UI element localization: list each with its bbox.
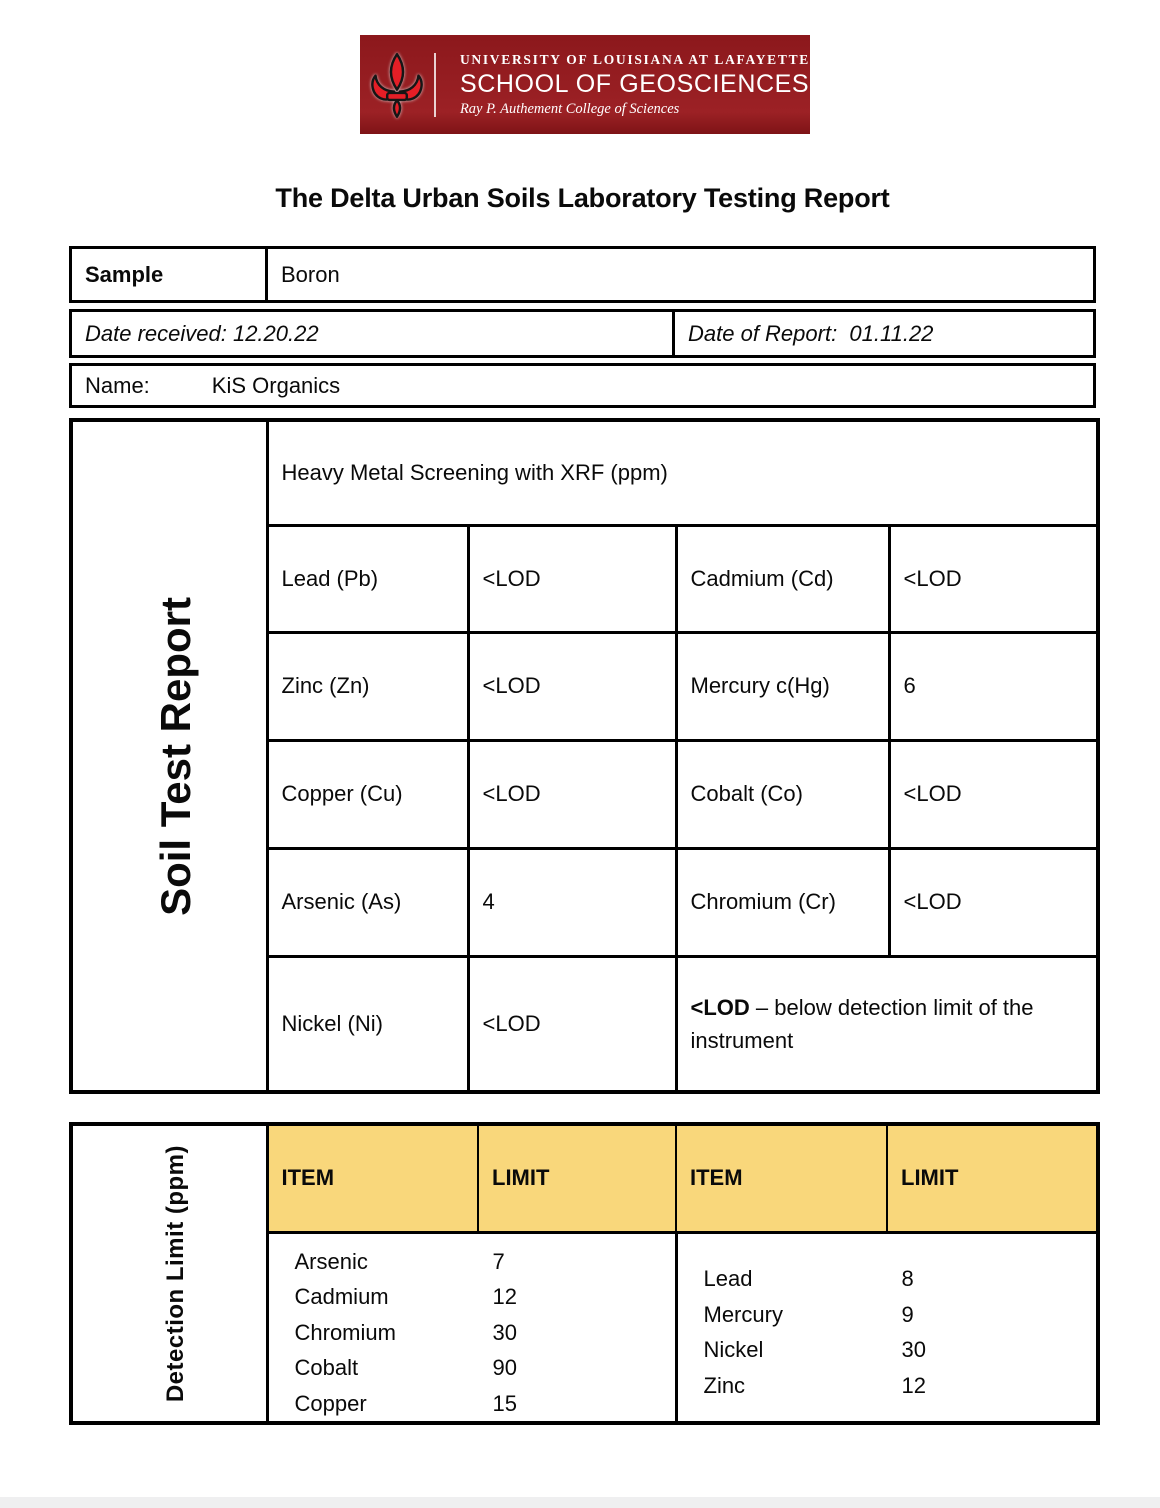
- sample-label: Sample: [72, 249, 268, 300]
- metal-label: Mercury c(Hg): [676, 632, 889, 740]
- item-name: Chromium: [294, 1319, 396, 1345]
- xrf-section-header: Heavy Metal Screening with XRF (ppm): [267, 420, 1098, 525]
- sample-value: Boron: [281, 261, 340, 287]
- item-limit: 7: [492, 1248, 505, 1274]
- item-name: Nickel: [703, 1337, 764, 1363]
- metal-label: Arsenic (As): [267, 848, 468, 956]
- item-limit: 90: [492, 1355, 517, 1380]
- column-header-limit: LIMIT: [887, 1124, 1098, 1232]
- lod-note-text: – below detection limit of the instrument: [690, 994, 1034, 1053]
- metal-label: Chromium (Cr): [676, 848, 889, 956]
- item-name: Cobalt: [294, 1355, 359, 1380]
- column-header-limit: LIMIT: [478, 1124, 676, 1232]
- banner-school-line: SCHOOL OF GEOSCIENCES: [459, 69, 810, 98]
- metal-value: <LOD: [889, 525, 1098, 632]
- report-title: The Delta Urban Soils Laboratory Testing Report: [275, 183, 890, 213]
- lod-note-term: <LOD: [690, 994, 750, 1020]
- item-limit: 12: [492, 1284, 517, 1309]
- detection-limit-label: Detection Limit (ppm): [161, 1144, 189, 1403]
- metal-label: Cobalt (Co): [676, 740, 889, 848]
- soil-test-report-label: Soil Test Report: [151, 596, 199, 916]
- university-banner: [360, 35, 810, 134]
- name-value: KiS Organics: [211, 372, 341, 398]
- page-bottom-strip: [0, 1497, 1160, 1508]
- detection-limits-left: [267, 1232, 676, 1423]
- metal-value: <LOD: [468, 525, 676, 632]
- metal-label: Zinc (Zn): [267, 632, 468, 740]
- fleur-de-lis-icon: [360, 51, 434, 119]
- item-limit: 30: [492, 1319, 517, 1345]
- item-name: Zinc: [703, 1372, 746, 1398]
- metal-label: Cadmium (Cd): [676, 525, 889, 632]
- soil-test-report-sidebar: [71, 420, 267, 1092]
- column-header-item: ITEM: [676, 1124, 887, 1232]
- banner-divider: [434, 53, 436, 117]
- date-received: Date received: 12.20.22: [72, 312, 675, 355]
- banner-university-line: UNIVERSITY OF LOUISIANA AT LAFAYETTE: [459, 51, 810, 67]
- item-name: Cadmium: [294, 1284, 389, 1309]
- column-header-item: ITEM: [267, 1124, 478, 1232]
- metal-label: Copper (Cu): [267, 740, 468, 848]
- metal-value: <LOD: [889, 740, 1098, 848]
- metal-value: <LOD: [468, 740, 676, 848]
- date-of-report: Date of Report: 01.11.22: [688, 320, 934, 346]
- item-limit: 12: [901, 1372, 926, 1398]
- soil-test-report-table: [69, 418, 1100, 1094]
- detection-limit-table: [69, 1122, 1100, 1425]
- banner-college-line: Ray P. Authement College of Sciences: [459, 100, 680, 117]
- item-name: Lead: [703, 1266, 753, 1292]
- metal-value: <LOD: [889, 848, 1098, 956]
- name-label: Name:: [85, 372, 150, 398]
- lod-note: [676, 956, 1098, 1092]
- item-limit: 9: [901, 1301, 914, 1327]
- item-name: Copper: [294, 1390, 367, 1416]
- dates-row: [69, 309, 1096, 358]
- item-limit: 15: [492, 1390, 517, 1416]
- detection-limits-right: [676, 1232, 1098, 1423]
- item-limit: 30: [901, 1337, 926, 1363]
- metal-value: <LOD: [468, 956, 676, 1092]
- sample-row: [69, 246, 1096, 303]
- metal-value: 4: [468, 848, 676, 956]
- item-name: Mercury: [703, 1301, 783, 1327]
- detection-limit-sidebar: [71, 1124, 267, 1423]
- metal-value: <LOD: [468, 632, 676, 740]
- item-limit: 8: [901, 1266, 914, 1292]
- metal-label: Lead (Pb): [267, 525, 468, 632]
- metal-label: Nickel (Ni): [267, 956, 468, 1092]
- item-name: Arsenic: [294, 1248, 368, 1274]
- metal-value: 6: [889, 632, 1098, 740]
- name-row: [69, 363, 1096, 408]
